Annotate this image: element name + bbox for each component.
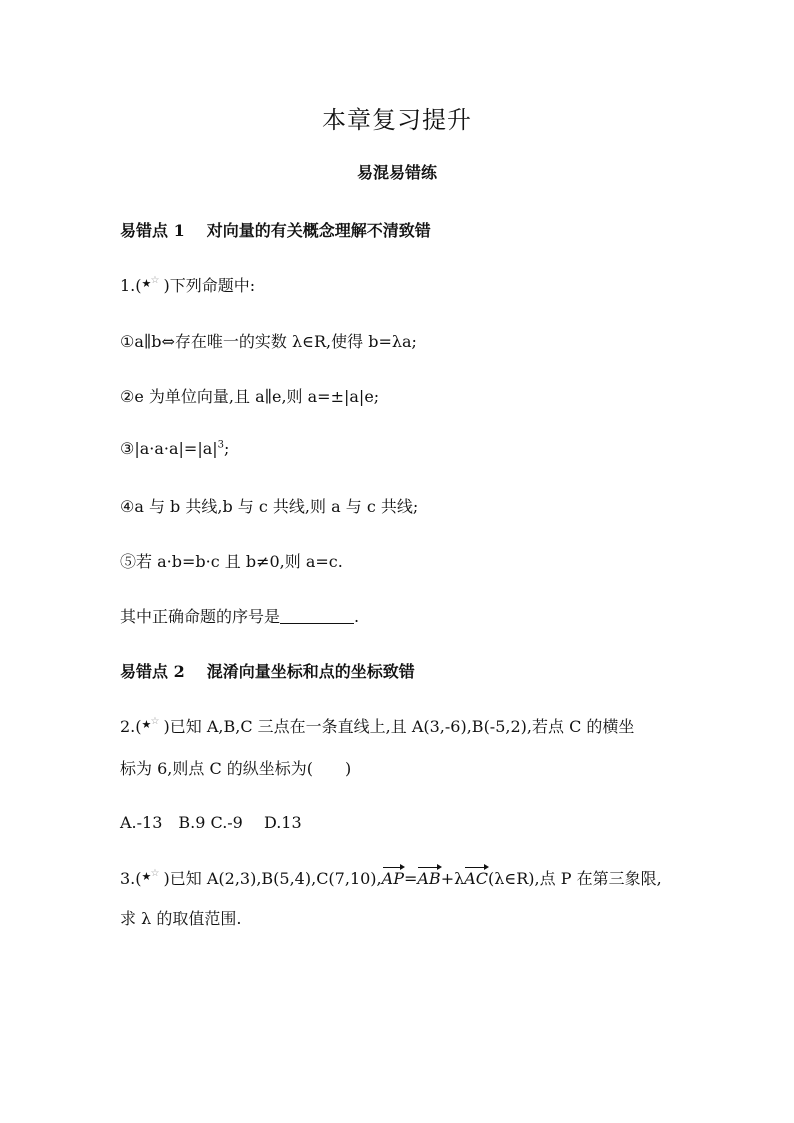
question-3-line-1 — [120, 866, 662, 889]
page-title: 本章复习提升 — [322, 106, 472, 134]
question-text-tail: (λ∈R),点 P 在第三象限, — [488, 869, 662, 888]
section-label: 易错点 2 — [120, 662, 185, 681]
question-number: 2.( — [120, 717, 142, 736]
question-1-stem — [120, 273, 255, 296]
proposition-2: ②e 为单位向量,且 a∥e,则 a=±|a|e; — [120, 387, 380, 406]
section-label: 易错点 1 — [120, 221, 185, 240]
proposition-5: ⑤若 a·b=b·c 且 b≠0,则 a=c. — [120, 552, 343, 571]
proposition-3 — [120, 439, 229, 458]
exponent: 3 — [217, 439, 225, 451]
vector-ab: AB — [417, 869, 441, 888]
page-subtitle: 易混易错练 — [356, 163, 437, 182]
question-text: )已知 A(2,3),B(5,4),C(7,10), — [163, 869, 382, 888]
section-heading-2 — [120, 659, 415, 682]
vector-ap: AP — [381, 869, 404, 888]
question-number: 3.( — [120, 869, 142, 888]
proposition-1: ①a∥b⇔存在唯一的实数 λ∈R,使得 b=λa; — [120, 332, 417, 351]
star-rating-icon: ★ ☆ — [141, 868, 160, 883]
question-2-options: A.-13 B.9 C.-9 D.13 — [120, 813, 302, 832]
answer-blank[interactable] — [280, 609, 354, 624]
question-2-line-2: 标为 6,则点 C 的纵坐标为( ) — [120, 759, 352, 778]
question-text: )下列命题中: — [163, 276, 256, 295]
star-rating-icon: ★ ☆ — [141, 716, 160, 731]
vector-ac: AC — [464, 869, 489, 888]
section-text: 对向量的有关概念理解不清致错 — [206, 221, 431, 240]
star-rating-icon: ★ ☆ — [141, 275, 160, 290]
section-text: 混淆向量坐标和点的坐标致错 — [206, 662, 415, 681]
question-number: 1.( — [120, 276, 142, 295]
equals-sign: = — [403, 869, 418, 888]
question-1-prompt — [120, 604, 359, 627]
question-3-line-2: 求 λ 的取值范围. — [120, 909, 242, 928]
proposition-3-end: ; — [224, 439, 230, 458]
question-text: )已知 A,B,C 三点在一条直线上,且 A(3,-6),B(-5,2),若点 C 的横坐 — [163, 717, 635, 736]
plus-lambda: +λ — [440, 869, 465, 888]
prompt-end: . — [354, 607, 360, 626]
prompt-text: 其中正确命题的序号是 — [120, 607, 281, 626]
proposition-4: ④a 与 b 共线,b 与 c 共线,则 a 与 c 共线; — [120, 497, 419, 516]
question-2-line-1 — [120, 714, 634, 737]
section-heading-1 — [120, 218, 431, 241]
proposition-3-text: ③|a·a·a|=|a| — [120, 439, 218, 458]
